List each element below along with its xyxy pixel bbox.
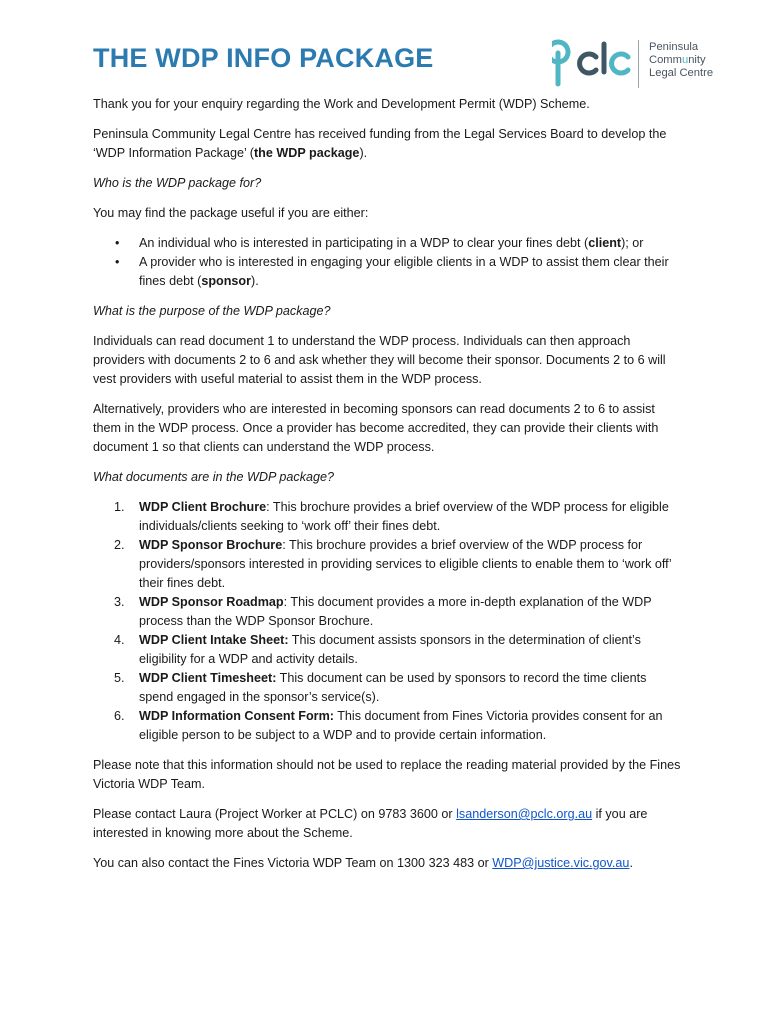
pclc-logo — [552, 38, 742, 90]
question-documents: What documents are in the WDP package? — [93, 470, 335, 484]
page-title: THE WDP INFO PACKAGE — [93, 43, 434, 73]
list-item: 4. WDP Client Intake Sheet: This document assists sponsors in the determination of client’s eligibility for a WDP and activity details. — [114, 633, 641, 666]
funding-paragraph: Peninsula Community Legal Centre has received funding from the Legal Services Board to develop the ‘WDP Information Package’ (the WDP package). — [93, 127, 667, 160]
either-paragraph: You may find the package useful if you are either: — [93, 206, 369, 220]
individuals-paragraph: Individuals can read document 1 to understand the WDP process. Individuals can then approach providers with documents 2 to 6 and ask whether they will become their sponsor. Documents 2 to 6 will vest providers with useful material to assist them in the WDP process. — [93, 334, 666, 386]
contact-fines-paragraph: You can also contact the Fines Victoria WDP Team on 1300 323 483 or WDP@justice.vic.gov.au. — [93, 856, 633, 870]
list-item: • A provider who is interested in engaging your eligible clients in a WDP to assist them clear their fines debt (sponsor). — [115, 255, 669, 288]
logo-divider — [638, 40, 639, 88]
list-item: • An individual who is interested in participating in a WDP to clear your fines debt (client); or — [115, 236, 644, 250]
list-item: 2. WDP Sponsor Brochure: This brochure provides a brief overview of the WDP process for providers/sponsors interested in providing services to eligible clients to enable them to ‘work off’ their fines debt. — [114, 538, 672, 590]
question-purpose: What is the purpose of the WDP package? — [93, 304, 331, 318]
logo-line-2: Community — [649, 54, 706, 67]
logo-line-1: Peninsula — [649, 41, 699, 53]
documents-list — [93, 498, 683, 745]
list-item: 5. WDP Client Timesheet: This document can be used by sponsors to record the time clients spend engaged in the sponsor’s service(s). — [114, 671, 647, 704]
list-item: 3. WDP Sponsor Roadmap: This document provides a more in-depth explanation of the WDP process than the WDP Sponsor Brochure. — [114, 595, 652, 628]
pclc-logo-mark — [552, 38, 636, 90]
question-who: Who is the WDP package for? — [93, 176, 262, 190]
contact-pclc-paragraph: Please contact Laura (Project Worker at PCLC) on 9783 3600 or lsanderson@pclc.org.au if you are interested in knowing more about the Scheme. — [93, 807, 648, 840]
fines-email-link[interactable]: WDP@justice.vic.gov.au — [492, 856, 630, 870]
list-item: 6. WDP Information Consent Form: This document from Fines Victoria provides consent for an eligible person to be subject to a WDP and to provide certain information. — [114, 709, 663, 742]
document-body — [93, 95, 683, 884]
logo-wordmark — [649, 41, 713, 81]
note-paragraph: Please note that this information should not be used to replace the reading material provided by the Fines Victoria WDP Team. — [93, 758, 681, 791]
logo-line-3: Legal Centre — [649, 67, 714, 80]
audience-list — [93, 234, 683, 291]
providers-paragraph: Alternatively, providers who are interested in becoming sponsors can read documents 2 to 6 to assist them in the WDP process. Once a provider has become accredited, they can provide their clients with document 1 so that clients can understand the WDP process. — [93, 402, 659, 454]
list-item: 1. WDP Client Brochure: This brochure provides a brief overview of the WDP process for eligible individuals/clients seeking to ‘work off’ their fines debt. — [114, 500, 669, 533]
pclc-email-link[interactable]: lsanderson@pclc.org.au — [456, 807, 593, 821]
logo-mark-text: pclc — [552, 38, 554, 39]
intro-paragraph: Thank you for your enquiry regarding the Work and Development Permit (WDP) Scheme. — [93, 97, 590, 111]
